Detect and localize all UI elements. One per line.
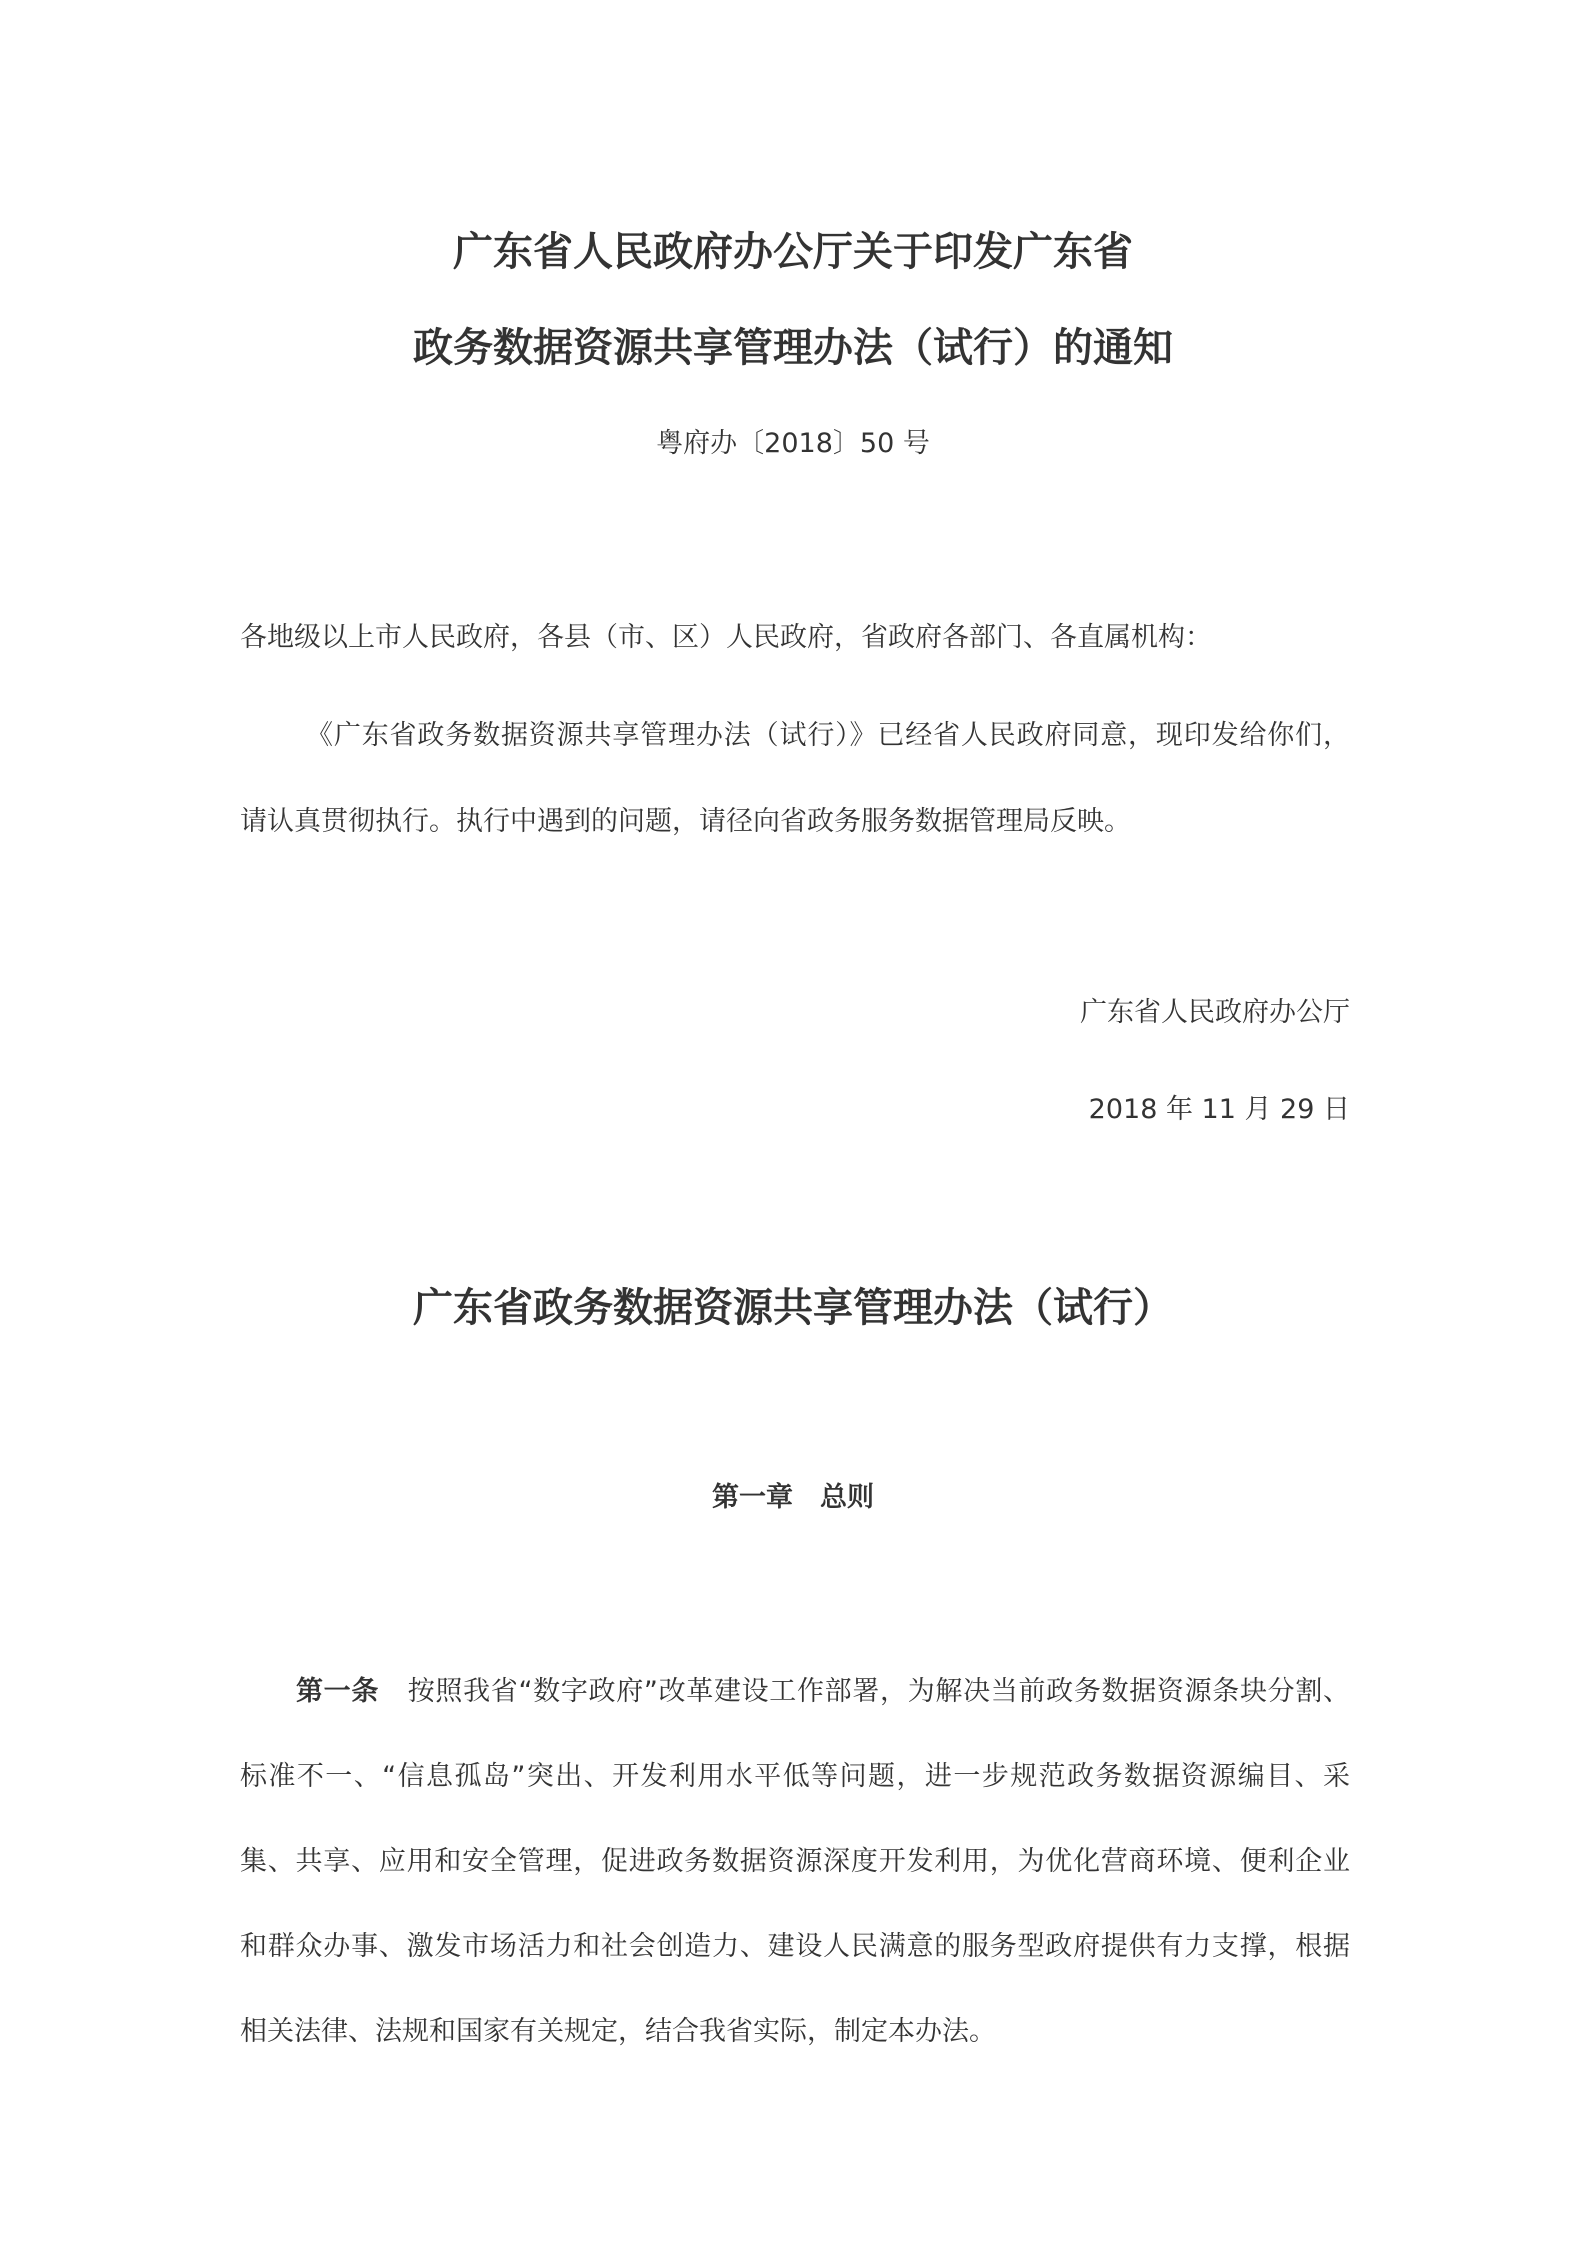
signature: 广东省人民政府办公厅 bbox=[1080, 997, 1350, 1028]
article-1-label: 第一条 bbox=[296, 1676, 380, 1707]
article-1-line-2: 标准不一、“信息孤岛”突出、开发利用水平低等问题，进一步规范政务数据资源编目、采 bbox=[240, 1761, 1350, 1792]
article-1-line-5: 相关法律、法规和国家有关规定，结合我省实际，制定本办法。 bbox=[240, 2016, 996, 2047]
notice-title-line-2: 政务数据资源共享管理办法（试行）的通知 bbox=[413, 325, 1173, 371]
article-1-line-3: 集、共享、应用和安全管理，促进政务数据资源深度开发利用，为优化营商环境、便利企业 bbox=[240, 1846, 1350, 1877]
document-number: 粤府办〔2018〕50 号 bbox=[656, 428, 930, 459]
article-1-line-4: 和群众办事、激发市场活力和社会创造力、建设人民满意的服务型政府提供有力支撑，根据 bbox=[240, 1931, 1350, 1962]
notice-body-line-1: 《广东省政务数据资源共享管理办法（试行）》已经省人民政府同意，现印发给你们， bbox=[306, 720, 1350, 751]
addressee: 各地级以上市人民政府，各县（市、区）人民政府，省政府各部门、各直属机构： bbox=[240, 622, 1212, 653]
chapter-heading: 第一章 总则 bbox=[712, 1482, 874, 1513]
issue-date: 2018 年 11 月 29 日 bbox=[1088, 1094, 1350, 1125]
article-1-line-1 bbox=[296, 1672, 1350, 1712]
notice-body-line-2: 请认真贯彻执行。执行中遇到的问题，请径向省政务服务数据管理局反映。 bbox=[240, 806, 1131, 837]
notice-title-line-1: 广东省人民政府办公厅关于印发广东省 bbox=[453, 229, 1133, 275]
measures-title: 广东省政务数据资源共享管理办法（试行） bbox=[413, 1285, 1173, 1331]
article-1-text-start: 按照我省“数字政府”改革建设工作部署，为解决当前政务数据资源条块分割、 bbox=[407, 1676, 1350, 1707]
